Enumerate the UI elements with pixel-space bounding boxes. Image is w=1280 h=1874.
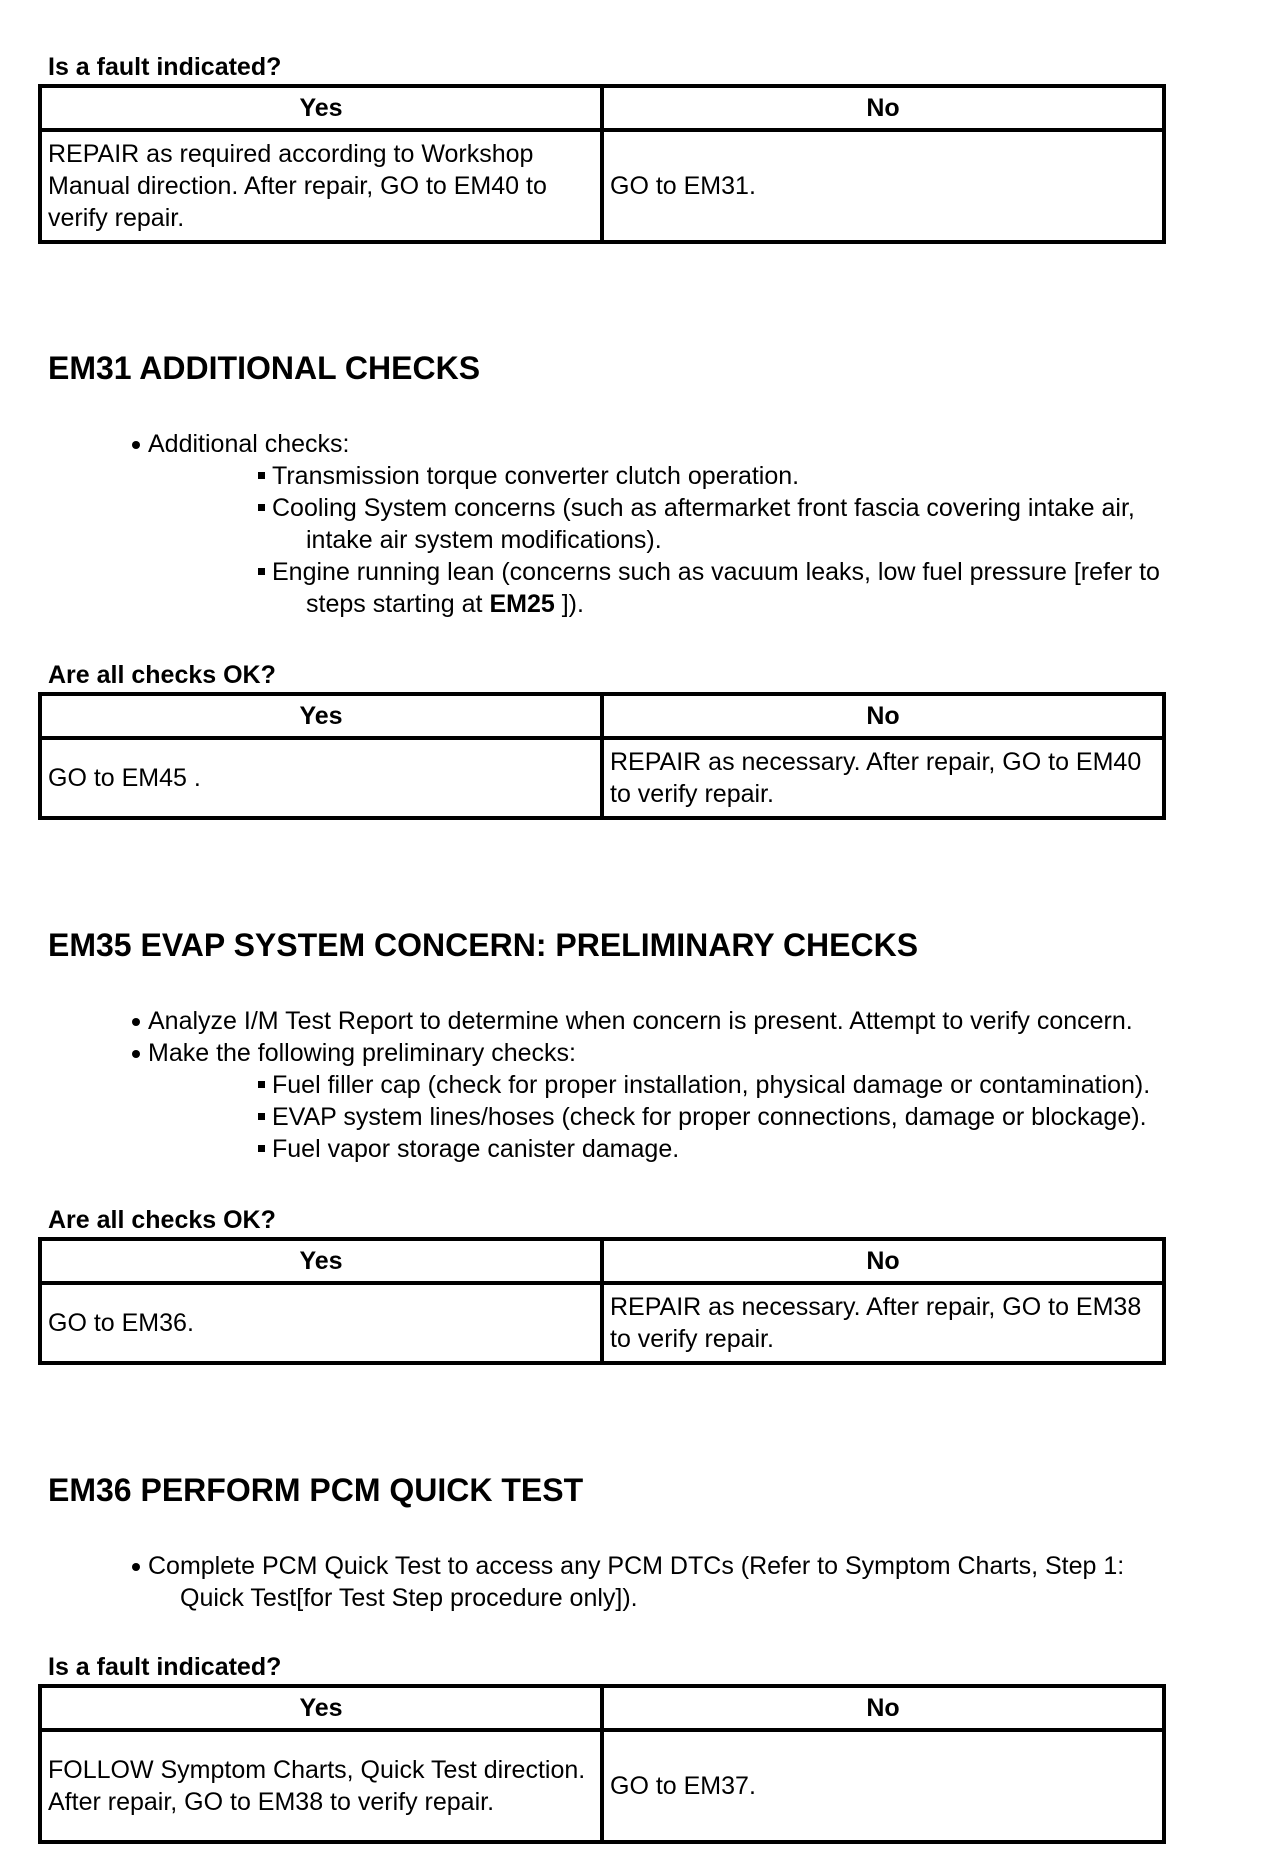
no-header: No (602, 86, 1164, 130)
no-header: No (602, 1239, 1164, 1283)
yes-cell: REPAIR as required according to Workshop Manual direction. After repair, GO to EM40 to verify repair. (40, 130, 602, 242)
sub-item: EVAP system lines/hoses (check for proper connections, damage or blockage). (256, 1101, 1256, 1133)
em35-checklist (126, 1005, 1256, 1165)
fault-question-1: Is a fault indicated? (48, 53, 282, 81)
step-ref-em25: EM25 (489, 590, 555, 618)
list-item: Analyze I/M Test Report to determine when concern is present. Attempt to verify concern. (126, 1005, 1256, 1037)
yes-cell: GO to EM45 . (40, 738, 602, 818)
yes-header: Yes (40, 694, 602, 738)
decision-table-em36 (38, 1684, 1166, 1844)
decision-table-em31 (38, 692, 1166, 820)
sub-item: Engine running lean (concerns such as vacuum leaks, low fuel pressure [refer to steps starting at EM25 ]). (256, 556, 1256, 620)
no-header: No (602, 1686, 1164, 1730)
sub-item: Transmission torque converter clutch operation. (256, 460, 1256, 492)
section-title-em31: EM31 ADDITIONAL CHECKS (48, 350, 481, 386)
no-cell: GO to EM37. (602, 1730, 1164, 1842)
no-cell: REPAIR as necessary. After repair, GO to EM40 to verify repair. (602, 738, 1164, 818)
list-item (126, 428, 1256, 620)
yes-header: Yes (40, 1686, 602, 1730)
decision-table-1 (38, 84, 1166, 244)
em36-checklist (126, 1550, 1256, 1614)
yes-header: Yes (40, 86, 602, 130)
section-title-em36: EM36 PERFORM PCM QUICK TEST (48, 1472, 584, 1508)
yes-header: Yes (40, 1239, 602, 1283)
checks-question-em35: Are all checks OK? (48, 1206, 276, 1234)
section-title-em35: EM35 EVAP SYSTEM CONCERN: PRELIMINARY CHECKS (48, 927, 919, 963)
sub-item: Fuel vapor storage canister damage. (256, 1133, 1256, 1165)
decision-table-em35 (38, 1237, 1166, 1365)
sub-item: Cooling System concerns (such as aftermarket front fascia covering intake air, intake air system modifications). (256, 492, 1256, 556)
no-header: No (602, 694, 1164, 738)
yes-cell: FOLLOW Symptom Charts, Quick Test direction. After repair, GO to EM38 to verify repair. (40, 1730, 602, 1842)
fault-question-em36: Is a fault indicated? (48, 1653, 282, 1681)
no-cell: GO to EM31. (602, 130, 1164, 242)
list-item: Complete PCM Quick Test to access any PCM DTCs (Refer to Symptom Charts, Step 1: Quick Test[for Test Step procedure only]). (126, 1550, 1256, 1614)
no-cell: REPAIR as necessary. After repair, GO to EM38 to verify repair. (602, 1283, 1164, 1363)
checks-question-em31: Are all checks OK? (48, 661, 276, 689)
yes-cell: GO to EM36. (40, 1283, 602, 1363)
list-item: Make the following preliminary checks: Fuel filler cap (check for proper installation, physical damage or contamination). EVAP system lines/hoses (check for proper connections, damage or blockage). Fuel vapor storage canister damage. (126, 1037, 1256, 1165)
bullet-text: Additional checks: (148, 430, 350, 458)
em31-checklist (126, 428, 1256, 620)
sub-item: Fuel filler cap (check for proper installation, physical damage or contamination). (256, 1069, 1256, 1101)
